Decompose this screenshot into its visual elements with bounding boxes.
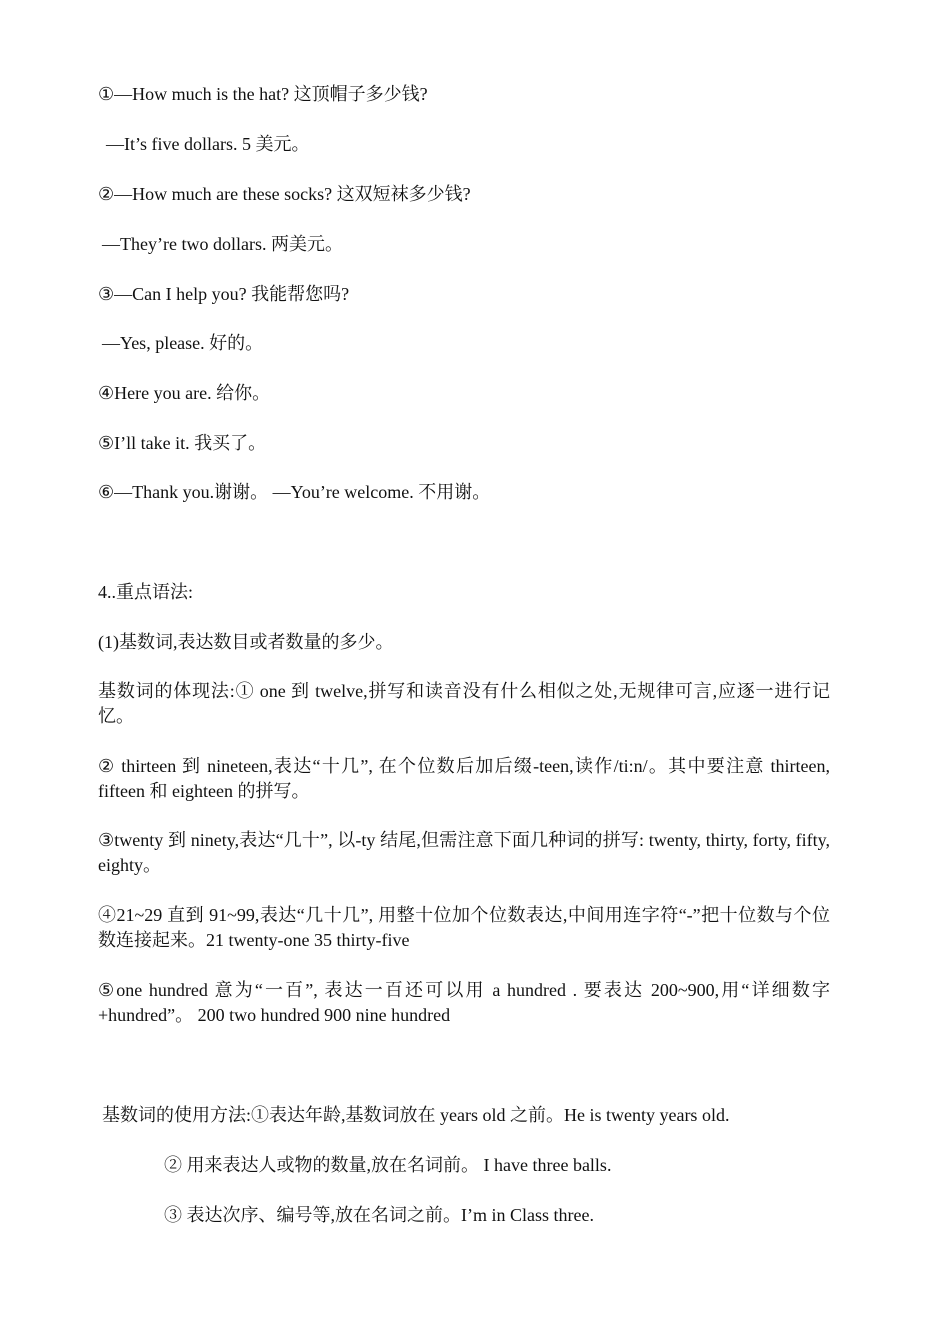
dialogue-line-3: ②—How much are these socks? 这双短袜多少钱? xyxy=(98,184,471,204)
grammar-paragraph-1: (1)基数词,表达数目或者数量的多少。 xyxy=(98,632,394,652)
grammar-heading: 4..重点语法: xyxy=(98,582,194,602)
dialogue-line-9: ⑥—Thank you.谢谢。 —You’re welcome. 不用谢。 xyxy=(98,482,491,502)
grammar-paragraph-4: ③twenty 到 ninety,表达“几十”, 以-ty 结尾,但需注意下面几种词的拼写: twenty, thirty, forty, fifty, eighty。 xyxy=(98,830,830,875)
dialogue-line-2: —It’s five dollars. 5 美元。 xyxy=(106,134,310,154)
dialogue-line-5: ③—Can I help you? 我能帮您吗? xyxy=(98,284,350,304)
dialogue-line-8: ⑤I’ll take it. 我买了。 xyxy=(98,433,267,453)
dialogue-line-1: ①—How much is the hat? 这顶帽子多少钱? xyxy=(98,84,428,104)
grammar-paragraph-5: ④21~29 直到 91~99,表达“几十几”, 用整十位加个位数表达,中间用连字符“-”把十位数与个位数连接起来。21 twenty-one 35 thirty-five xyxy=(98,905,830,950)
usage-line-1: 基数词的使用方法:①表达年龄,基数词放在 years old 之前。He is twenty years old. xyxy=(102,1105,730,1125)
dialogue-line-6: —Yes, please. 好的。 xyxy=(102,333,264,353)
usage-line-3: ③ 表达次序、编号等,放在名词之前。I’m in Class three. xyxy=(164,1205,594,1225)
grammar-paragraph-6: ⑤one hundred 意为“一百”, 表达一百还可以用 a hundred . 要表达 200~900,用“详细数字+hundred”。 200 two hundred 900 nine hundred xyxy=(98,980,830,1025)
dialogue-line-7: ④Here you are. 给你。 xyxy=(98,383,271,403)
grammar-paragraph-3: ② thirteen 到 nineteen,表达“十几”, 在个位数后加后缀-teen,读作/ti:n/。其中要注意 thirteen, fifteen 和 eighteen 的拼写。 xyxy=(98,756,830,801)
usage-line-2: ② 用来表达人或物的数量,放在名词前。 I have three balls. xyxy=(164,1155,612,1175)
grammar-paragraph-2: 基数词的体现法:① one 到 twelve,拼写和读音没有什么相似之处,无规律可言,应逐一进行记忆。 xyxy=(98,681,830,726)
dialogue-line-4: —They’re two dollars. 两美元。 xyxy=(102,234,343,254)
